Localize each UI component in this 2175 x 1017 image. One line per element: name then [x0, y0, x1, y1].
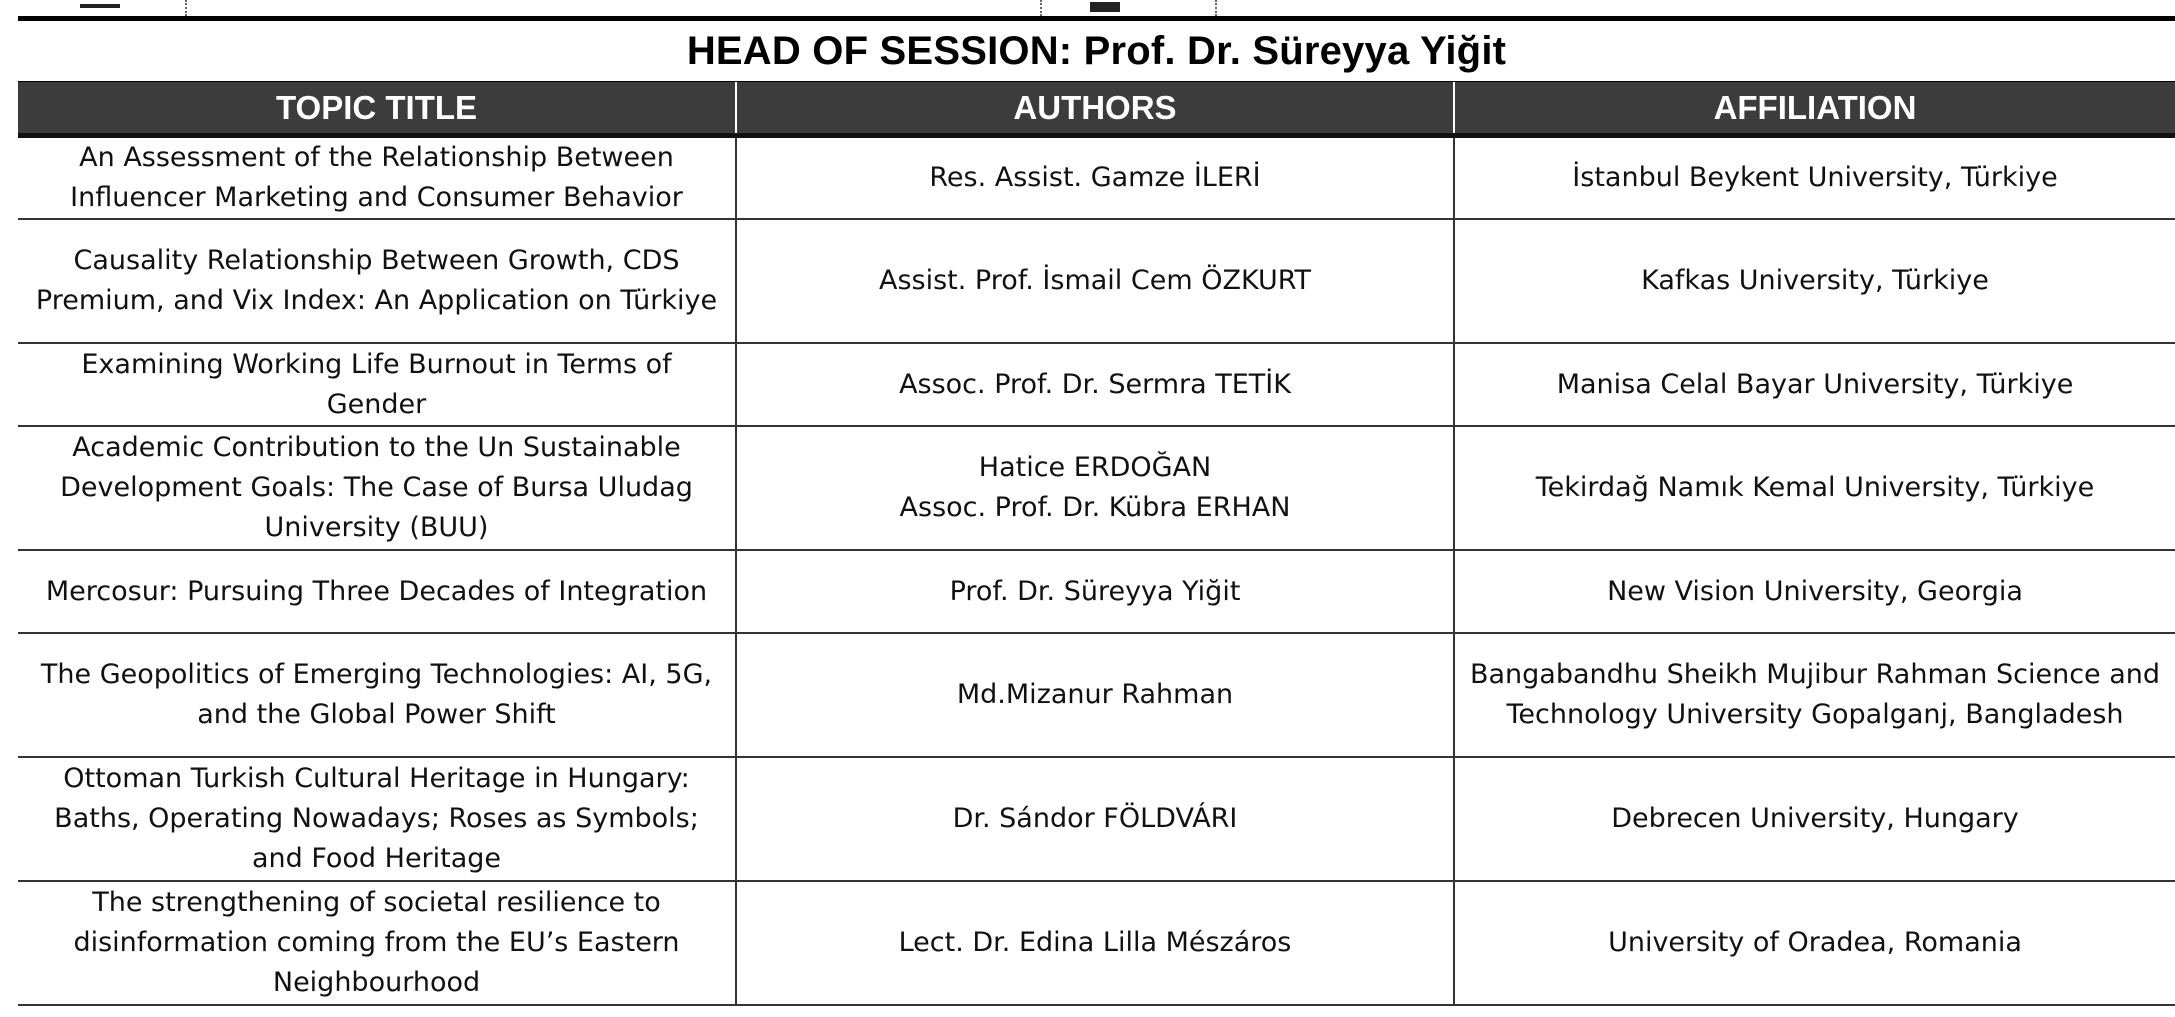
topic-cell: Ottoman Turkish Cultural Heritage in Hungary: Baths, Operating Nowadays; Roses as Symbols; and Food Heritage: [18, 757, 736, 881]
topic-cell: Causality Relationship Between Growth, CDS Premium, and Vix Index: An Application on Türkiye: [18, 219, 736, 343]
author-name: Dr. Sándor FÖLDVÁRI: [952, 803, 1238, 834]
author-name: Assist. Prof. İsmail Cem ÖZKURT: [878, 265, 1312, 296]
column-divider-fragment: [1215, 0, 1217, 16]
table-row: [18, 343, 2175, 426]
header-authors: AUTHORS: [736, 82, 1454, 136]
affiliation-cell: Debrecen University, Hungary: [1454, 757, 2175, 881]
logo-fragment-center: [1090, 2, 1120, 12]
affiliation-cell: New Vision University, Georgia: [1454, 550, 2175, 633]
table-header-row: [18, 82, 2175, 136]
author-name: Assoc. Prof. Dr. Sermra TETİK: [899, 368, 1291, 400]
authors-cell: [736, 219, 1454, 343]
topic-cell: Mercosur: Pursuing Three Decades of Integration: [18, 550, 736, 633]
affiliation-cell: Bangabandhu Sheikh Mujibur Rahman Science and Technology University Gopalganj, Bangladesh: [1454, 633, 2175, 757]
session-head-title: HEAD OF SESSION: Prof. Dr. Süreyya Yiğit: [18, 21, 2175, 83]
session-table: [18, 82, 2175, 1006]
table-row: [18, 633, 2175, 757]
affiliation-cell: İstanbul Beykent University, Türkiye: [1454, 136, 2175, 220]
author-name: Res. Assist. Gamze İLERİ: [929, 162, 1261, 193]
table-row: [18, 757, 2175, 881]
author-name: Prof. Dr. Süreyya Yiğit: [949, 575, 1241, 607]
author-name: Assoc. Prof. Dr. Kübra ERHAN: [899, 492, 1291, 523]
table-row: [18, 136, 2175, 220]
topic-cell: The Geopolitics of Emerging Technologies: AI, 5G, and the Global Power Shift: [18, 633, 736, 757]
authors-cell: [736, 633, 1454, 757]
author-name: Md.Mizanur Rahman: [956, 679, 1234, 710]
authors-cell: [736, 136, 1454, 220]
authors-cell: [736, 881, 1454, 1005]
topic-cell: Examining Working Life Burnout in Terms of Gender: [18, 343, 736, 426]
affiliation-cell: University of Oradea, Romania: [1454, 881, 2175, 1005]
topic-cell: An Assessment of the Relationship Between Influencer Marketing and Consumer Behavior: [18, 136, 736, 220]
header-affiliation: AFFILIATION: [1454, 82, 2175, 136]
authors-cell: [736, 426, 1454, 550]
authors-cell: [736, 757, 1454, 881]
topic-cell: Academic Contribution to the Un Sustainable Development Goals: The Case of Bursa Uludag University (BUU): [18, 426, 736, 550]
affiliation-cell: Tekirdağ Namık Kemal University, Türkiye: [1454, 426, 2175, 550]
table-row: [18, 219, 2175, 343]
previous-table-edge: [0, 0, 2175, 21]
affiliation-cell: Manisa Celal Bayar University, Türkiye: [1454, 343, 2175, 426]
authors-cell: [736, 550, 1454, 633]
affiliation-cell: Kafkas University, Türkiye: [1454, 219, 2175, 343]
header-topic-title: TOPIC TITLE: [18, 82, 736, 136]
column-divider-fragment: [185, 0, 187, 16]
author-name: Lect. Dr. Edina Lilla Mészáros: [898, 927, 1292, 958]
table-row: [18, 550, 2175, 633]
logo-fragment-left: [80, 4, 120, 8]
column-divider-fragment: [1040, 0, 1042, 16]
table-row: [18, 426, 2175, 550]
authors-cell: [736, 343, 1454, 426]
author-name: Hatice ERDOĞAN: [978, 452, 1212, 483]
topic-cell: The strengthening of societal resilience to disinformation coming from the EU’s Eastern Neighbourhood: [18, 881, 736, 1005]
table-row: [18, 881, 2175, 1005]
